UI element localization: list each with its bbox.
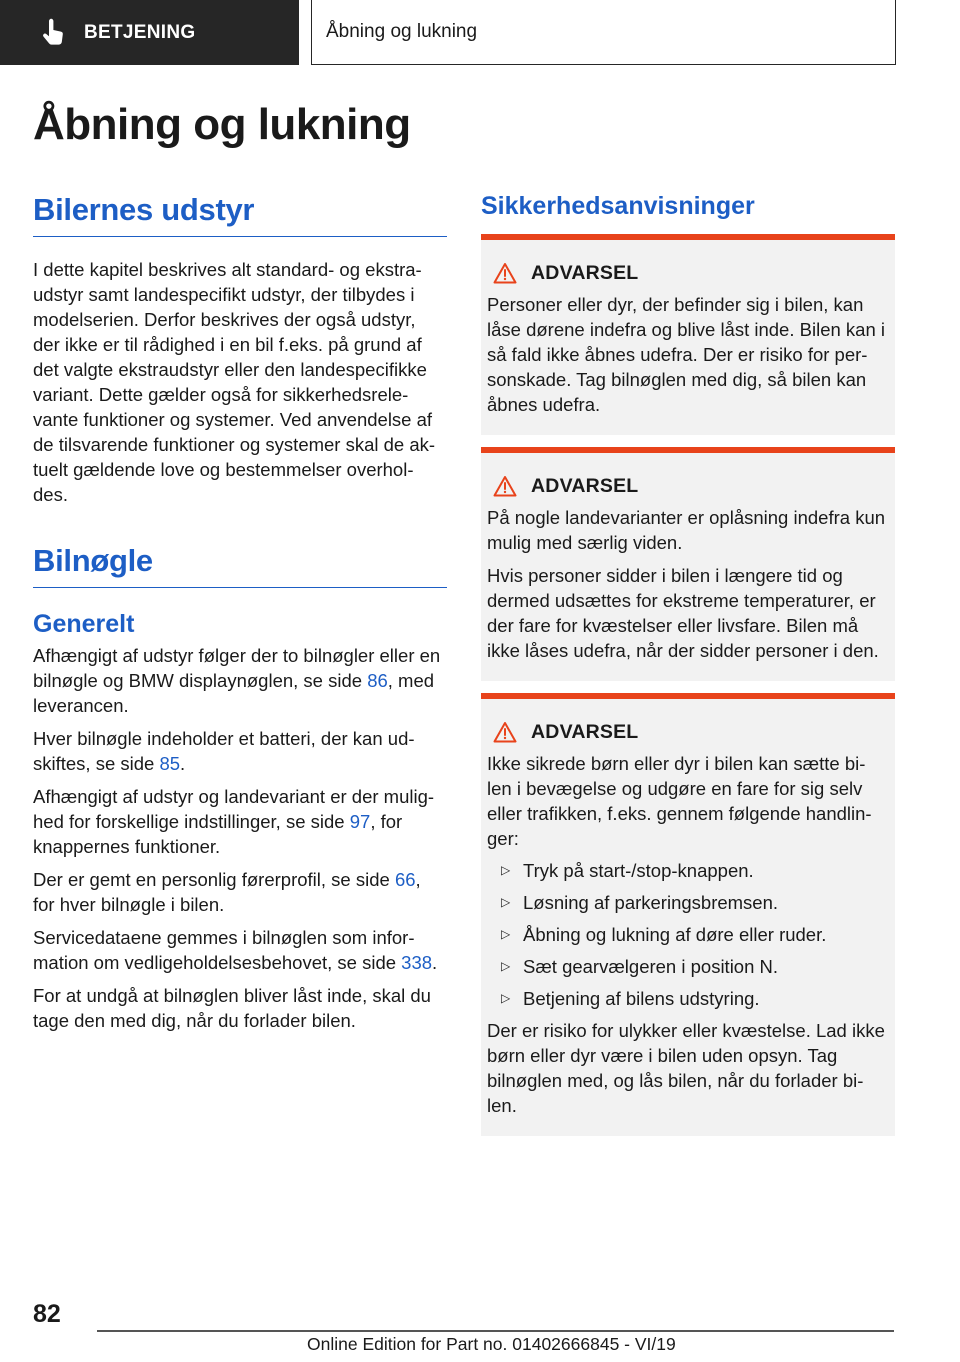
- warning-text: Ikke sikrede børn eller dyr i bilen kan sætte bi-len i bevægelse og udgøre en fare for sig selv eller trafikken, f.eks. gennem følgende handlin-ger:: [487, 753, 872, 849]
- warning-triangle-icon: [493, 262, 517, 284]
- heading-generelt: Generelt: [33, 610, 135, 638]
- list-item: [487, 986, 888, 1011]
- breadcrumb-label: Åbning og lukning: [326, 21, 478, 42]
- triangle-bullet-icon: ▷: [501, 863, 511, 877]
- warning-text: Der er risiko for ulykker eller kvæstelse. Lad ikke børn eller dyr være i bilen uden opsyn. Tag bilnøglen med, og lås bilen, når du forlader bi-len.: [487, 1020, 885, 1116]
- text: .: [432, 952, 438, 973]
- triangle-bullet-icon: ▷: [501, 927, 511, 941]
- warning-text: På nogle landevarianter er oplåsning indefra kun mulig med særlig viden.: [487, 507, 886, 553]
- section-tab[interactable]: [0, 0, 299, 65]
- paragraph-generelt-2: [33, 726, 447, 776]
- warning-header: [487, 258, 888, 288]
- text: Afhængigt af udstyr og landevariant er der mulig-hed for forskellige indstillinger, se side: [33, 786, 435, 832]
- heading-sikkerhedsanvisninger: Sikkerhedsanvisninger: [481, 192, 755, 220]
- page-link-338[interactable]: 338: [401, 952, 433, 973]
- text: .: [180, 753, 186, 774]
- warning-label: ADVARSEL: [531, 474, 639, 497]
- warning-label: ADVARSEL: [531, 261, 639, 284]
- paragraph-generelt-1: [33, 643, 447, 718]
- warning-box-1: [481, 234, 895, 435]
- warning-text: Personer eller dyr, der befinder sig i bilen, kan låse dørene indefra og blive låst inde. Bilen kan i så fald ikke åbnes udefra. Der er risiko for per-sonskade. Tag bilnøglen med dig, så bilen kan åbnes udefra.: [487, 294, 885, 415]
- page-number: 82: [33, 1300, 61, 1328]
- list-item: [487, 922, 888, 947]
- warning-triangle-icon: [493, 721, 517, 743]
- warning-text: Hvis personer sidder i bilen i længere tid og dermed udsættes for ekstreme temperaturer, er der fare for kvæstelser eller livsfare. Bilen må ikke låses udefra, når der sidder personer i den.: [487, 565, 879, 661]
- triangle-bullet-icon: ▷: [501, 991, 511, 1005]
- triangle-bullet-icon: ▷: [501, 959, 511, 973]
- list-item-text: Løsning af parkeringsbremsen.: [523, 892, 779, 913]
- warning-box-2: [481, 447, 895, 681]
- list-item-text: Tryk på start-/stop-knappen.: [523, 860, 754, 881]
- heading-bilnogle: Bilnøgle: [33, 543, 447, 588]
- page-link-86[interactable]: 86: [367, 670, 388, 691]
- page-link-66[interactable]: 66: [394, 869, 416, 890]
- triangle-bullet-icon: ▷: [501, 895, 511, 909]
- hand-pointer-icon: [38, 18, 68, 48]
- text: , for knappernes funktioner.: [33, 811, 403, 857]
- warning-box-3: [481, 693, 895, 1136]
- paragraph-generelt-5: [33, 925, 447, 975]
- paragraph-generelt-6: For at undgå at bilnøglen bliver låst inde, skal du tage den med dig, når du forlader bilen.: [33, 985, 431, 1031]
- warning-header: [487, 471, 888, 501]
- page-link-85[interactable]: 85: [159, 753, 181, 774]
- list-item: [487, 890, 888, 915]
- footer-edition: Online Edition for Part no. 01402666845 - VI/19: [307, 1334, 676, 1354]
- page-link-97[interactable]: 97: [349, 811, 371, 832]
- paragraph-generelt-4: [33, 867, 447, 917]
- heading-bilernes-udstyr: Bilernes udstyr: [33, 192, 447, 237]
- right-column: [481, 192, 895, 1136]
- footer-divider: [97, 1330, 894, 1332]
- left-column: [33, 192, 447, 1033]
- list-item-text: Sæt gearvælgeren i position N.: [523, 956, 779, 977]
- page-title: Åbning og lukning: [33, 100, 411, 149]
- paragraph-udstyr: I dette kapitel beskrives alt standard- og ekstra-udstyr samt landespecifikt udstyr, der tilbydes i modelserien. Derfor beskrives der også udstyr, der ikke er til rådighed i en bil f.eks. på grund af det valgte ekstraudstyr eller den landespecifikke variant. Dette gælder også for sikkerhedsrele-vante funktioner og systemer. Ved anvendelse af de tilsvarende funktioner og systemer skal de ak-tuelt gældende love og bestemmelser overhol-des.: [33, 259, 436, 505]
- text: Der er gemt en personlig førerprofil, se side: [33, 869, 395, 890]
- list-item: [487, 954, 888, 979]
- text: Afhængigt af udstyr følger der to bilnøgler eller en bilnøgle og BMW displaynøglen, se side: [33, 645, 441, 691]
- list-item-text: Betjening af bilens udstyring.: [523, 988, 760, 1009]
- text: , med leverancen.: [33, 670, 435, 716]
- list-item-text: Åbning og lukning af døre eller ruder.: [523, 924, 827, 945]
- page-header: [0, 0, 960, 66]
- text: , for hver bilnøgle i bilen.: [33, 869, 421, 915]
- warning-header: [487, 717, 888, 747]
- list-item: [487, 858, 888, 883]
- text: Hver bilnøgle indeholder et batteri, der kan ud-skiftes, se side: [33, 728, 415, 774]
- section-label: BETJENING: [84, 21, 196, 43]
- warning-triangle-icon: [493, 475, 517, 497]
- text: Servicedataene gemmes i bilnøglen som infor-mation om vedligeholdelsesbehovet, se side: [33, 927, 415, 973]
- paragraph-generelt-3: [33, 784, 447, 859]
- breadcrumb: [311, 0, 896, 65]
- warning-label: ADVARSEL: [531, 720, 639, 743]
